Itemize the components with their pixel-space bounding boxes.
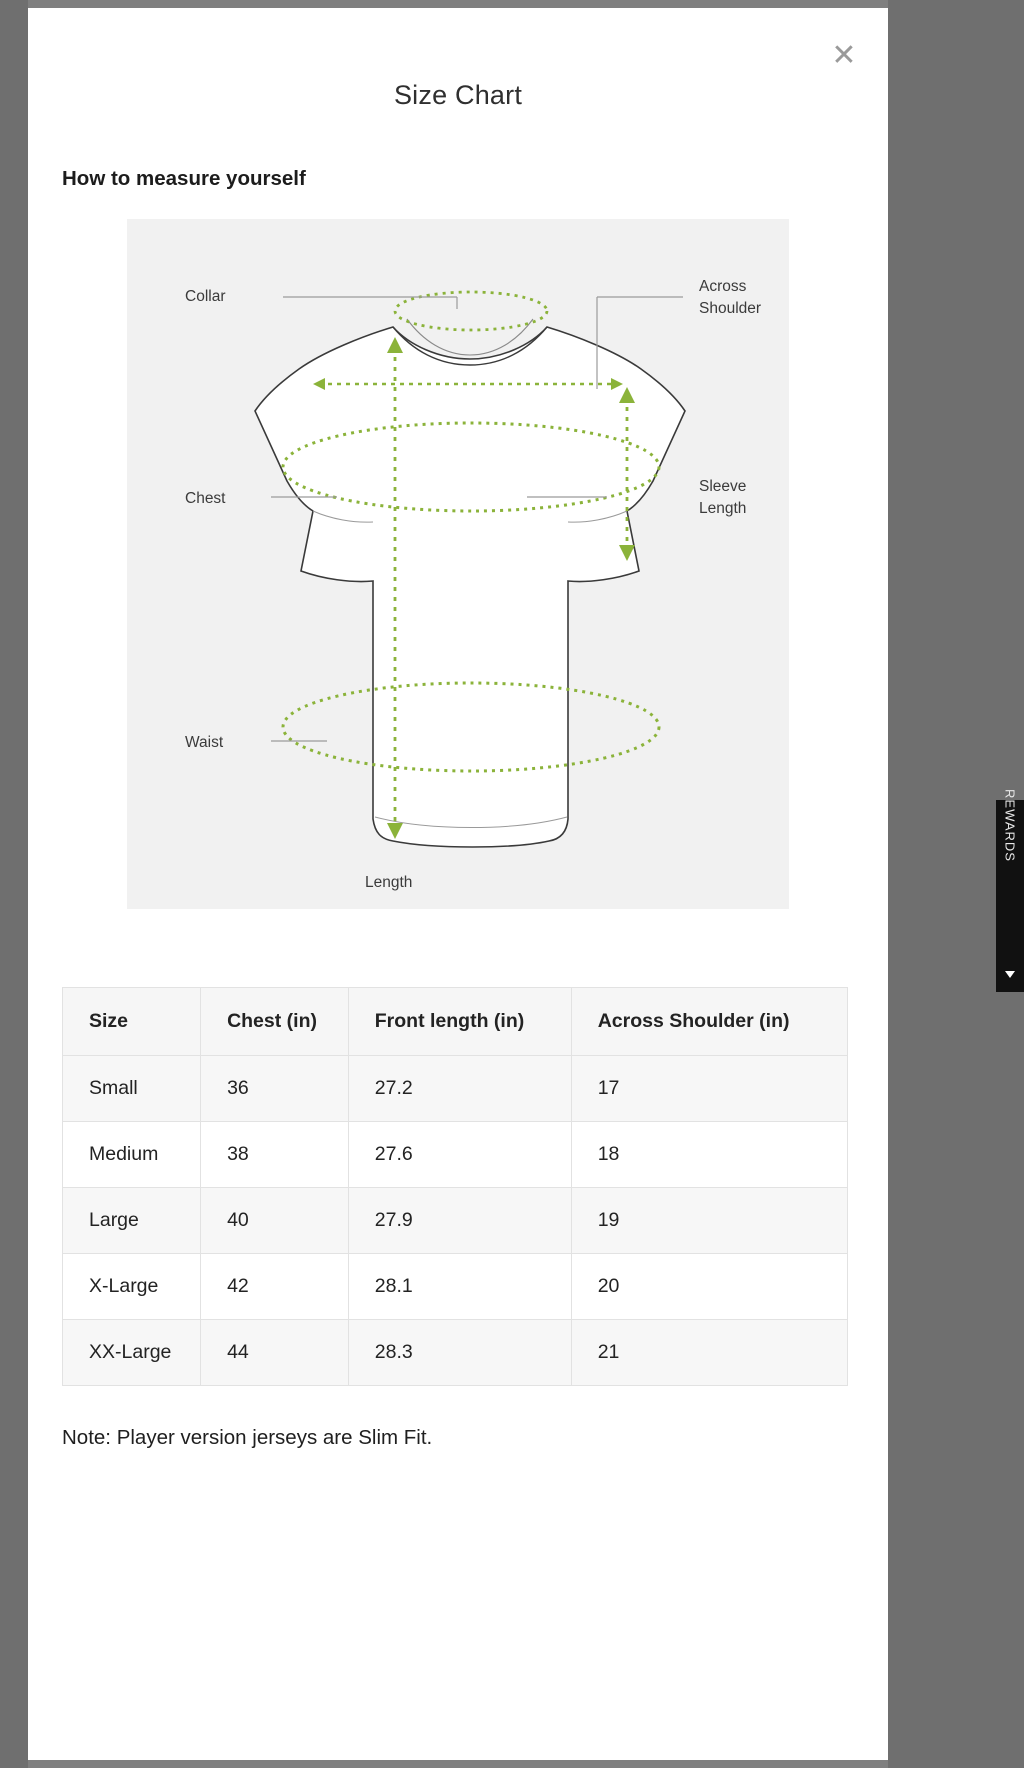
- cell-size: Small: [63, 1056, 201, 1122]
- cell-front-length: 28.1: [348, 1254, 571, 1320]
- table-header-size: Size: [63, 988, 201, 1056]
- label-length: Length: [365, 874, 413, 891]
- cell-front-length: 28.3: [348, 1320, 571, 1386]
- cell-size: Large: [63, 1188, 201, 1254]
- cell-size: XX-Large: [63, 1320, 201, 1386]
- rewards-side-tab[interactable]: [996, 789, 1024, 992]
- table-header-front-length: Front length (in): [348, 988, 571, 1056]
- cell-chest: 38: [201, 1122, 349, 1188]
- cell-front-length: 27.9: [348, 1188, 571, 1254]
- chevron-down-icon: [1005, 971, 1015, 978]
- cell-size: Medium: [63, 1122, 201, 1188]
- cell-across-shoulder: 19: [571, 1188, 847, 1254]
- label-sleeve-1: Sleeve: [699, 478, 747, 495]
- table-header-chest: Chest (in): [201, 988, 349, 1056]
- rewards-side-tab-label: REWARDS: [1002, 789, 1018, 862]
- cell-across-shoulder: 21: [571, 1320, 847, 1386]
- cell-chest: 44: [201, 1320, 349, 1386]
- cell-across-shoulder: 20: [571, 1254, 847, 1320]
- cell-chest: 42: [201, 1254, 349, 1320]
- cell-across-shoulder: 18: [571, 1122, 847, 1188]
- table-row: [63, 1254, 847, 1320]
- close-icon[interactable]: ✕: [822, 34, 866, 78]
- cell-across-shoulder: 17: [571, 1056, 847, 1122]
- measure-diagram: [127, 219, 789, 909]
- fit-note: Note: Player version jerseys are Slim Fit.: [62, 1426, 433, 1449]
- section-heading: How to measure yourself: [62, 167, 306, 190]
- label-waist: Waist: [185, 734, 224, 751]
- table-row: [63, 1188, 847, 1254]
- cell-front-length: 27.2: [348, 1056, 571, 1122]
- size-table: [63, 988, 847, 1386]
- page-backdrop-left: [0, 0, 28, 1768]
- page-title: Size Chart: [393, 80, 523, 110]
- table-row: [63, 1122, 847, 1188]
- label-across-shoulder-2: Shoulder: [699, 300, 762, 317]
- size-chart-modal: [28, 8, 888, 1760]
- table-header-across-shoulder: Across Shoulder (in): [571, 988, 847, 1056]
- label-chest: Chest: [185, 490, 226, 507]
- size-table-wrapper: [62, 987, 848, 1386]
- table-header-row: [63, 988, 847, 1056]
- cell-chest: 40: [201, 1188, 349, 1254]
- cell-chest: 36: [201, 1056, 349, 1122]
- table-row: [63, 1056, 847, 1122]
- cell-size: X-Large: [63, 1254, 201, 1320]
- label-sleeve-2: Length: [699, 500, 747, 517]
- cell-front-length: 27.6: [348, 1122, 571, 1188]
- label-collar: Collar: [185, 288, 226, 305]
- table-row: [63, 1320, 847, 1386]
- label-across-shoulder-1: Across: [699, 278, 747, 295]
